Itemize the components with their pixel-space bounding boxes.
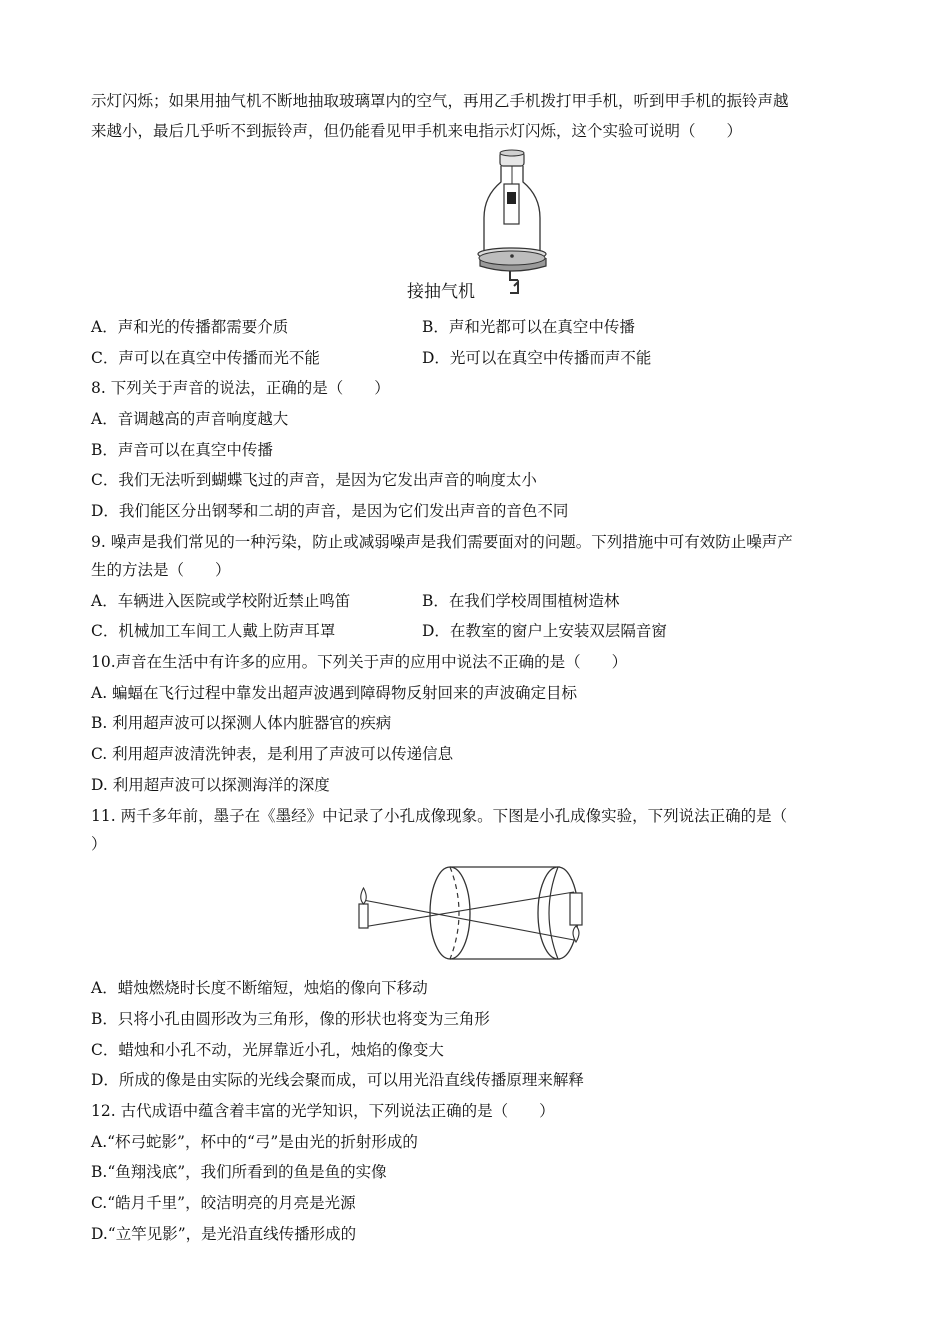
intro-line-1: 示灯闪烁；如果用抽气机不断地抽取玻璃罩内的空气，再用乙手机拨打甲手机，听到甲手机的振铃声越 xyxy=(91,92,789,110)
q12-stem: 12. 古代成语中蕴含着丰富的光学知识，下列说法正确的是（ ） xyxy=(91,1102,555,1120)
intro-line-2: 来越小，最后几乎听不到振铃声，但仍能看见甲手机来电指示灯闪烁，这个实验可说明（ ） xyxy=(91,122,743,140)
q7-option-a: A．声和光的传播都需要介质 xyxy=(91,318,289,336)
q11-option-a: A．蜡烛燃烧时长度不断缩短，烛焰的像向下移动 xyxy=(91,979,428,997)
q11-stem-line-1: 11. 两千多年前，墨子在《墨经》中记录了小孔成像现象。下图是小孔成像实验，下列说法正确的是（ xyxy=(91,807,788,825)
q12-option-c: C.“皓月千里”，皎洁明亮的月亮是光源 xyxy=(91,1194,356,1212)
q11-stem-line-2: ） xyxy=(91,835,107,853)
q8-stem: 8. 下列关于声音的说法，正确的是（ ） xyxy=(91,379,390,397)
q9-option-d: D．在教室的窗户上安装双层隔音窗 xyxy=(422,622,667,640)
bell-jar-label: 接抽气机 xyxy=(407,282,475,302)
q12-option-b: B.“鱼翔浅底”，我们所看到的鱼是鱼的实像 xyxy=(91,1163,387,1181)
q8-option-d: D．我们能区分出钢琴和二胡的声音，是因为它们发出声音的音色不同 xyxy=(91,502,569,520)
q12-option-d: D.“立竿见影”，是光沿直线传播形成的 xyxy=(91,1225,357,1243)
q11-option-c: C．蜡烛和小孔不动，光屏靠近小孔，烛焰的像变大 xyxy=(91,1041,444,1059)
q9-option-b: B．在我们学校周围植树造林 xyxy=(422,592,620,610)
q9-option-c: C．机械加工车间工人戴上防声耳罩 xyxy=(91,622,336,640)
q10-stem: 10.声音在生活中有许多的应用。下列关于声的应用中说法不正确的是（ ） xyxy=(91,653,628,671)
q9-stem-line-1: 9. 噪声是我们常见的一种污染，防止或减弱噪声是我们需要面对的问题。下列措施中可有效防止噪声产 xyxy=(91,533,793,551)
q10-option-b: B. 利用超声波可以探测人体内脏器官的疾病 xyxy=(91,714,392,732)
q7-option-b: B．声和光都可以在真空中传播 xyxy=(422,318,635,336)
q10-option-a: A. 蝙蝠在飞行过程中靠发出超声波遇到障碍物反射回来的声波确定目标 xyxy=(91,684,578,702)
q8-option-c: C．我们无法听到蝴蝶飞过的声音，是因为它发出声音的响度太小 xyxy=(91,471,537,489)
q10-option-d: D. 利用超声波可以探测海洋的深度 xyxy=(91,776,330,794)
q8-option-b: B．声音可以在真空中传播 xyxy=(91,441,273,459)
q7-option-d: D．光可以在真空中传播而声不能 xyxy=(422,349,652,367)
q10-option-c: C. 利用超声波清洗钟表，是利用了声波可以传递信息 xyxy=(91,745,454,763)
pinhole-camera-figure xyxy=(352,860,602,970)
bell-jar-figure xyxy=(470,148,580,306)
q11-option-b: B．只将小孔由圆形改为三角形，像的形状也将变为三角形 xyxy=(91,1010,490,1028)
q9-stem-line-2: 生的方法是（ ） xyxy=(91,561,231,579)
q11-option-d: D．所成的像是由实际的光线会聚而成，可以用光沿直线传播原理来解释 xyxy=(91,1071,584,1089)
q7-option-c: C．声可以在真空中传播而光不能 xyxy=(91,349,320,367)
q8-option-a: A．音调越高的声音响度越大 xyxy=(91,410,289,428)
q12-option-a: A.“杯弓蛇影”，杯中的“弓”是由光的折射形成的 xyxy=(91,1133,418,1151)
q9-option-a: A．车辆进入医院或学校附近禁止鸣笛 xyxy=(91,592,351,610)
